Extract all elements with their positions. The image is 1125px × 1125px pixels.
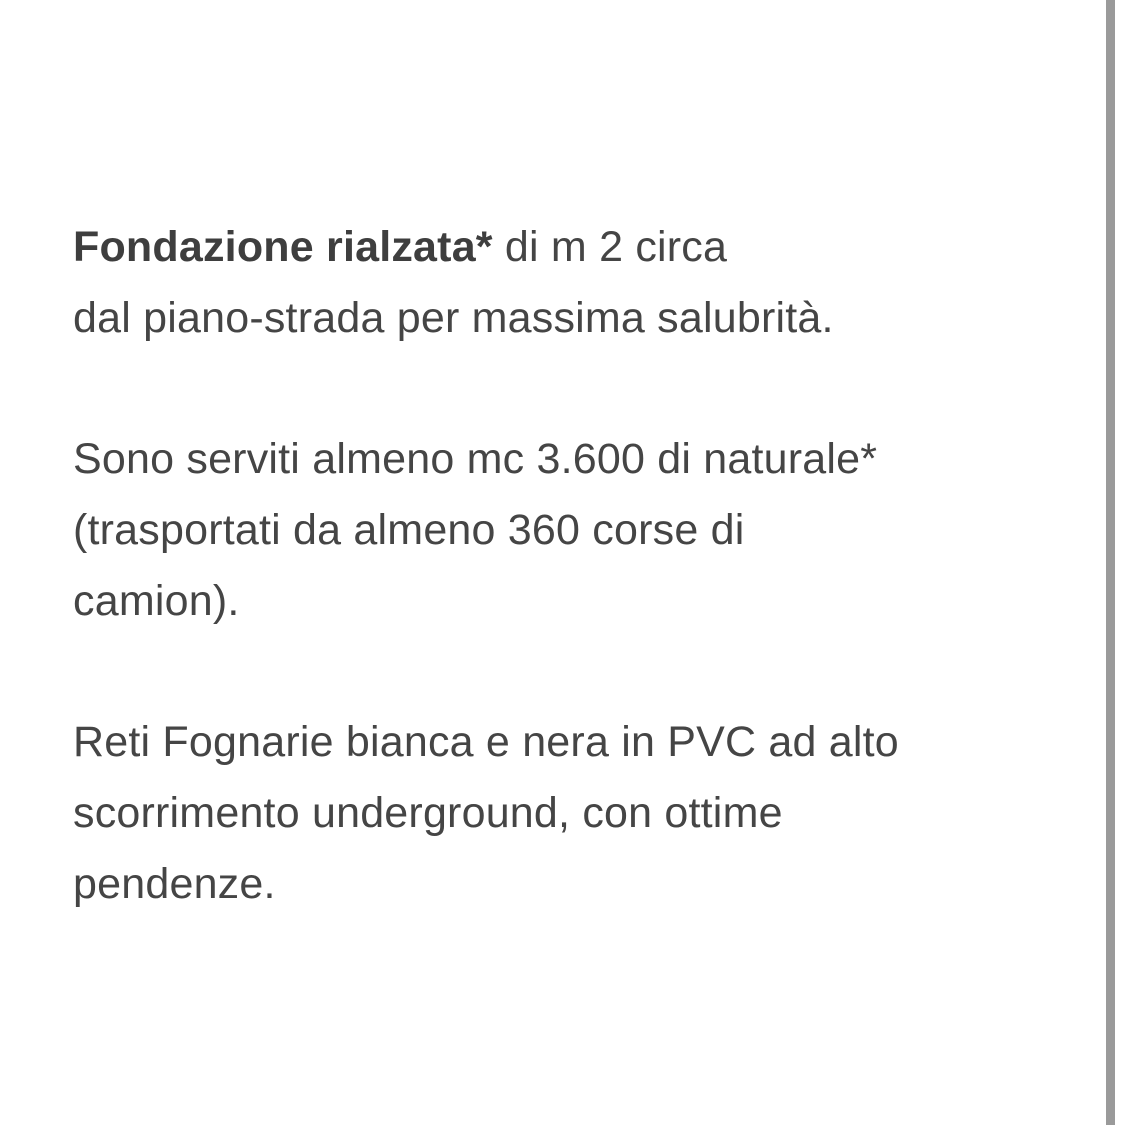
paragraph-foundation bbox=[73, 212, 1083, 354]
sewer-line-3: pendenze. bbox=[73, 860, 276, 908]
foundation-line-1-rest: di m 2 circa bbox=[492, 223, 728, 271]
fill-line-3: camion). bbox=[73, 577, 240, 625]
paragraph-sewer bbox=[73, 707, 1083, 920]
text-content bbox=[73, 212, 1083, 920]
fill-line-2: (trasportati da almeno 360 corse di bbox=[73, 506, 745, 554]
scrollbar-thumb[interactable] bbox=[1106, 0, 1115, 1125]
sewer-line-1: Reti Fognarie bianca e nera in PVC ad alto bbox=[73, 718, 899, 766]
foundation-line-1 bbox=[73, 212, 1083, 283]
sewer-line-2: scorrimento underground, con ottime bbox=[73, 789, 783, 837]
foundation-line-2: dal piano-strada per massima salubrità. bbox=[73, 294, 834, 342]
vertical-scrollbar[interactable] bbox=[1106, 0, 1125, 1125]
paragraph-fill bbox=[73, 424, 1083, 637]
foundation-bold-text: Fondazione rialzata* bbox=[73, 223, 493, 271]
fill-line-1: Sono serviti almeno mc 3.600 di naturale* bbox=[73, 435, 878, 483]
